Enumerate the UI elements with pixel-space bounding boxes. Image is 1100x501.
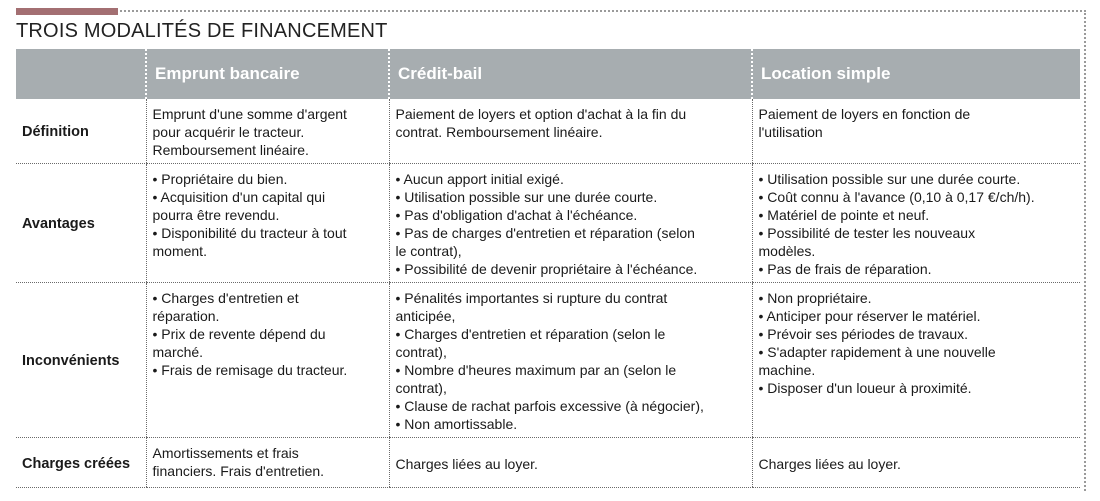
cell-line: l'utilisation bbox=[758, 124, 823, 140]
cell-line: anticipée, bbox=[395, 308, 456, 324]
row-avantages bbox=[16, 164, 1080, 283]
cell-line: • Utilisation possible sur une durée courte. bbox=[758, 171, 1021, 187]
cell-line: • Pas d'obligation d'achat à l'échéance. bbox=[395, 207, 638, 223]
cell-line: Remboursement linéaire. bbox=[152, 142, 309, 158]
cell-line: le contrat), bbox=[395, 243, 462, 259]
cell-line: Amortissements et frais bbox=[152, 445, 299, 461]
column-header-credit-bail: Crédit-bail bbox=[389, 49, 752, 99]
cell-line: • Prix de revente dépend du bbox=[152, 326, 326, 342]
cell-line: réparation. bbox=[152, 308, 220, 324]
cell-line: machine. bbox=[758, 362, 816, 378]
cell-line: • Prévoir ses périodes de travaux. bbox=[758, 326, 969, 342]
cell-charges-credit-bail bbox=[389, 438, 752, 488]
cell-line: • Disposer d'un loueur à proximité. bbox=[758, 380, 972, 396]
cell-line: • Non amortissable. bbox=[395, 416, 518, 432]
cell-definition-credit-bail bbox=[389, 99, 752, 164]
row-charges-creees bbox=[16, 438, 1080, 488]
cell-line: • Disponibilité du tracteur à tout bbox=[152, 225, 347, 241]
row-label-definition: Définition bbox=[16, 99, 146, 164]
cell-charges-location bbox=[752, 438, 1080, 488]
cell-line: • Propriétaire du bien. bbox=[152, 171, 288, 187]
cell-line: • Charges d'entretien et réparation (selon le bbox=[395, 326, 666, 342]
cell-line: contrat), bbox=[395, 380, 447, 396]
cell-charges-emprunt bbox=[146, 438, 389, 488]
cell-inconvenients-emprunt bbox=[146, 283, 389, 438]
top-dotted-rule bbox=[120, 10, 1086, 12]
cell-line: Emprunt d'une somme d'argent bbox=[152, 106, 347, 122]
column-header-location: Location simple bbox=[752, 49, 1080, 99]
cell-inconvenients-credit-bail bbox=[389, 283, 752, 438]
cell-line: • Coût connu à l'avance (0,10 à 0,17 €/ch/h). bbox=[758, 189, 1035, 205]
cell-inconvenients-location bbox=[752, 283, 1080, 438]
cell-line: • Acquisition d'un capital qui bbox=[152, 189, 326, 205]
cell-line: • Possibilité de devenir propriétaire à l'échéance. bbox=[395, 261, 698, 277]
cell-line: • Pas de frais de réparation. bbox=[758, 261, 932, 277]
column-header-emprunt: Emprunt bancaire bbox=[146, 49, 389, 99]
right-dotted-rule bbox=[1084, 10, 1086, 491]
cell-line: • Possibilité de tester les nouveaux bbox=[758, 225, 976, 241]
cell-line: • S'adapter rapidement à une nouvelle bbox=[758, 344, 996, 360]
cell-avantages-credit-bail bbox=[389, 164, 752, 283]
cell-line: Paiement de loyers et option d'achat à la fin du bbox=[395, 106, 687, 122]
cell-line: Charges liées au loyer. bbox=[758, 455, 901, 472]
cell-line: • Aucun apport initial exigé. bbox=[395, 171, 564, 187]
cell-avantages-location bbox=[752, 164, 1080, 283]
row-definition bbox=[16, 99, 1080, 164]
cell-line: moment. bbox=[152, 243, 207, 259]
cell-line: • Frais de remisage du tracteur. bbox=[152, 362, 348, 378]
cell-line: Paiement de loyers en fonction de bbox=[758, 106, 971, 122]
cell-line: • Pas de charges d'entretien et réparation (selon bbox=[395, 225, 695, 241]
row-label-charges-creees: Charges créées bbox=[16, 438, 146, 488]
header-row bbox=[16, 49, 1080, 99]
page-title: TROIS MODALITÉS DE FINANCEMENT bbox=[16, 20, 388, 42]
cell-line: modèles. bbox=[758, 243, 816, 259]
row-inconvenients bbox=[16, 283, 1080, 438]
cell-definition-emprunt bbox=[146, 99, 389, 164]
cell-avantages-emprunt bbox=[146, 164, 389, 283]
cell-line: marché. bbox=[152, 344, 204, 360]
cell-definition-location bbox=[752, 99, 1080, 164]
cell-line: • Clause de rachat parfois excessive (à négocier), bbox=[395, 398, 704, 414]
financing-table bbox=[16, 49, 1080, 488]
cell-line: • Charges d'entretien et bbox=[152, 290, 299, 306]
cell-line: Charges liées au loyer. bbox=[395, 455, 538, 472]
accent-bar bbox=[16, 8, 118, 15]
cell-line: • Nombre d'heures maximum par an (selon le bbox=[395, 362, 677, 378]
cell-line: • Utilisation possible sur une durée courte. bbox=[395, 189, 658, 205]
cell-line: contrat. Remboursement linéaire. bbox=[395, 124, 603, 140]
row-label-avantages: Avantages bbox=[16, 164, 146, 283]
cell-line: financiers. Frais d'entretien. bbox=[152, 463, 325, 479]
row-label-inconvenients: Inconvénients bbox=[16, 283, 146, 438]
cell-line: pour acquérir le tracteur. bbox=[152, 124, 305, 140]
cell-line: • Pénalités importantes si rupture du contrat bbox=[395, 290, 668, 306]
cell-line: pourra être revendu. bbox=[152, 207, 280, 223]
cell-line: contrat), bbox=[395, 344, 447, 360]
cell-line: • Non propriétaire. bbox=[758, 290, 872, 306]
cell-line: • Anticiper pour réserver le matériel. bbox=[758, 308, 981, 324]
header-corner bbox=[16, 49, 146, 99]
cell-line: • Matériel de pointe et neuf. bbox=[758, 207, 930, 223]
